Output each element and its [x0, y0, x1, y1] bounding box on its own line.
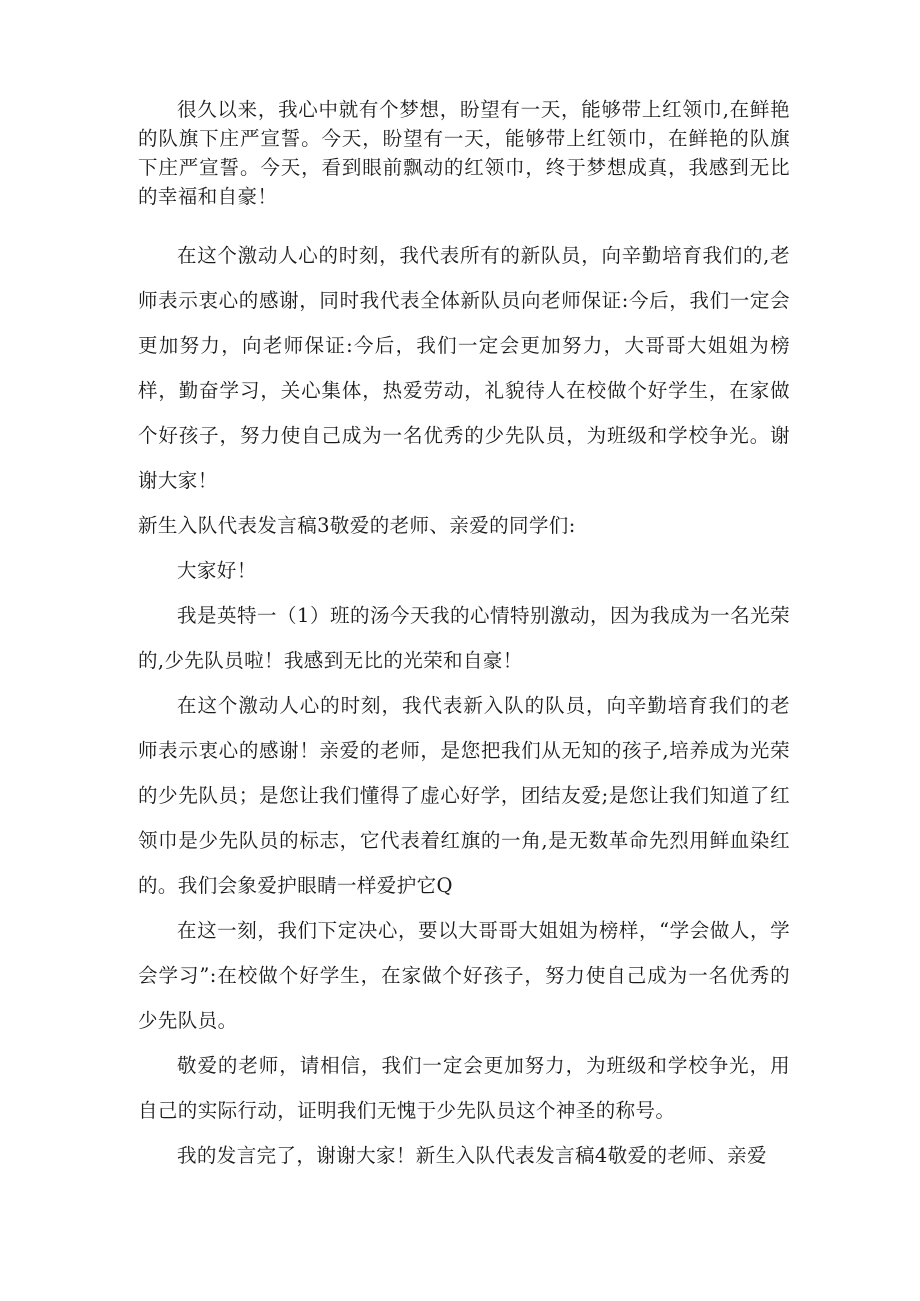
paragraph-speech-3-heading: 新生入队代表发言稿3敬爱的老师、亲爱的同学们:	[138, 514, 576, 537]
paragraph-resolution: 在这一刻，我们下定决心，要以大哥哥大姐姐为榜样，“学会做人，学会学习”:在校做个好学生，在家做个好孩子，努力使自己成为一名优秀的少先队员。	[138, 919, 790, 1032]
paragraph-thanks-teachers: 在这个激动人心的时刻，我代表所有的新队员，向辛勤培育我们的,老师表示衷心的感谢，同时我代表全体新队员向老师保证:今后，我们一定会更加努力，向老师保证:今后，我们一定会更加努力，大哥哥大姐姐为榜样，勤奋学习，关心集体，热爱劳动，礼貌待人在校做个好学生，在家做个好孩子，努力使自己成为一名优秀的少先队员，为班级和学校争光。谢谢大家！	[138, 244, 790, 492]
paragraph-promise: 敬爱的老师，请相信，我们一定会更加努力，为班级和学校争光，用自己的实际行动，证明我们无愧于少先队员这个神圣的称号。	[138, 1054, 790, 1122]
document-body	[138, 95, 790, 1178]
paragraph-greeting: 大家好！	[177, 559, 257, 582]
paragraph-dream: 很久以来，我心中就有个梦想，盼望有一天，能够带上红领巾,在鲜艳的队旗下庄严宣誓。今天，盼望有一天，能够带上红领巾，在鲜艳的队旗下庄严宣誓。今天，看到眼前飘动的红领巾，终于梦想成真，我感到无比的幸福和自豪！	[138, 98, 790, 208]
paragraph-closing: 我的发言完了，谢谢大家！新生入队代表发言稿4敬爱的老师、亲爱	[177, 1144, 767, 1167]
paragraph-red-scarf: 在这个激动人心的时刻，我代表新入队的队员，向辛勤培育我们的老师表示衷心的感谢！亲爱的老师，是您把我们从无知的孩子,培养成为光荣的少先队员；是您让我们懂得了虚心好学，团结友爱;是您让我们知道了红领巾是少先队员的标志，它代表着红旗的一角,是无数革命先烈用鲜血染红的。我们会象爱护眼睛一样爱护它Q	[138, 694, 790, 897]
paragraph-self-introduction: 我是英特一（1）班的汤今天我的心情特别激动，因为我成为一名光荣的,少先队员啦！我感到无比的光荣和自豪！	[138, 604, 790, 672]
